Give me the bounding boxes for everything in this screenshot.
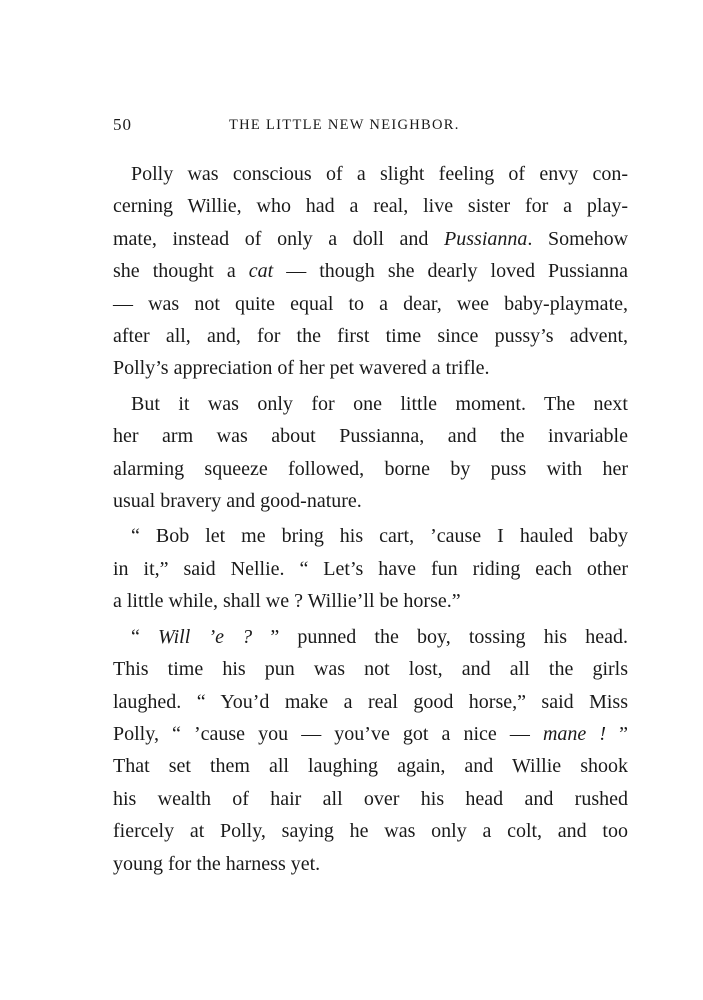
text-line: Polly was conscious of a slight feeling of envy con- bbox=[131, 163, 628, 185]
text-line: in it,” said Nellie. “ Let’s have fun riding each other bbox=[113, 557, 628, 580]
text-line: fiercely at Polly, saying he was only a colt, and too bbox=[113, 820, 628, 843]
text-line: “ Bob let me bring his cart, ’cause I hauled baby bbox=[131, 525, 628, 548]
text-line: This time his pun was not lost, and all the girls bbox=[113, 658, 628, 681]
text-line: young for the harness yet. bbox=[113, 852, 321, 875]
text-line: Polly, “ ’cause you — you’ve got a nice — mane ! ” bbox=[113, 722, 628, 745]
paragraph-4 bbox=[113, 621, 628, 880]
page-number: 50 bbox=[113, 115, 132, 134]
text-line: his wealth of hair all over his head and rushed bbox=[113, 787, 628, 810]
paragraph-2 bbox=[113, 388, 628, 518]
text-line: her arm was about Pussianna, and the invariable bbox=[113, 425, 628, 448]
text-line: laughed. “ You’d make a real good horse,” said Miss bbox=[113, 690, 628, 713]
text-line: — was not quite equal to a dear, wee baby-playmate, bbox=[113, 292, 628, 315]
paragraph-1 bbox=[113, 158, 628, 385]
running-head bbox=[113, 113, 633, 137]
text-line: “ Will ’e ? ” punned the boy, tossing his head. bbox=[131, 625, 628, 648]
text-line: alarming squeeze followed, borne by puss with her bbox=[113, 457, 628, 480]
text-line: she thought a cat — though she dearly loved Pussianna bbox=[113, 260, 628, 283]
paragraph-3 bbox=[113, 520, 628, 617]
text-line: Polly’s appreciation of her pet wavered a trifle. bbox=[113, 357, 490, 380]
text-line: cerning Willie, who had a real, live sister for a play- bbox=[113, 195, 628, 218]
text-line: That set them all laughing again, and Willie shook bbox=[113, 755, 628, 778]
text-line: a little while, shall we ? Willie’ll be horse.” bbox=[113, 590, 461, 613]
text-line: usual bravery and good-nature. bbox=[113, 490, 362, 513]
text-line: mate, instead of only a doll and Pussianna. Somehow bbox=[113, 227, 629, 250]
running-title: THE LITTLE NEW NEIGHBOR. bbox=[229, 117, 460, 133]
text-line: But it was only for one little moment. The next bbox=[131, 392, 628, 415]
body-text bbox=[113, 158, 628, 880]
text-line: after all, and, for the first time since pussy’s advent, bbox=[113, 325, 628, 348]
